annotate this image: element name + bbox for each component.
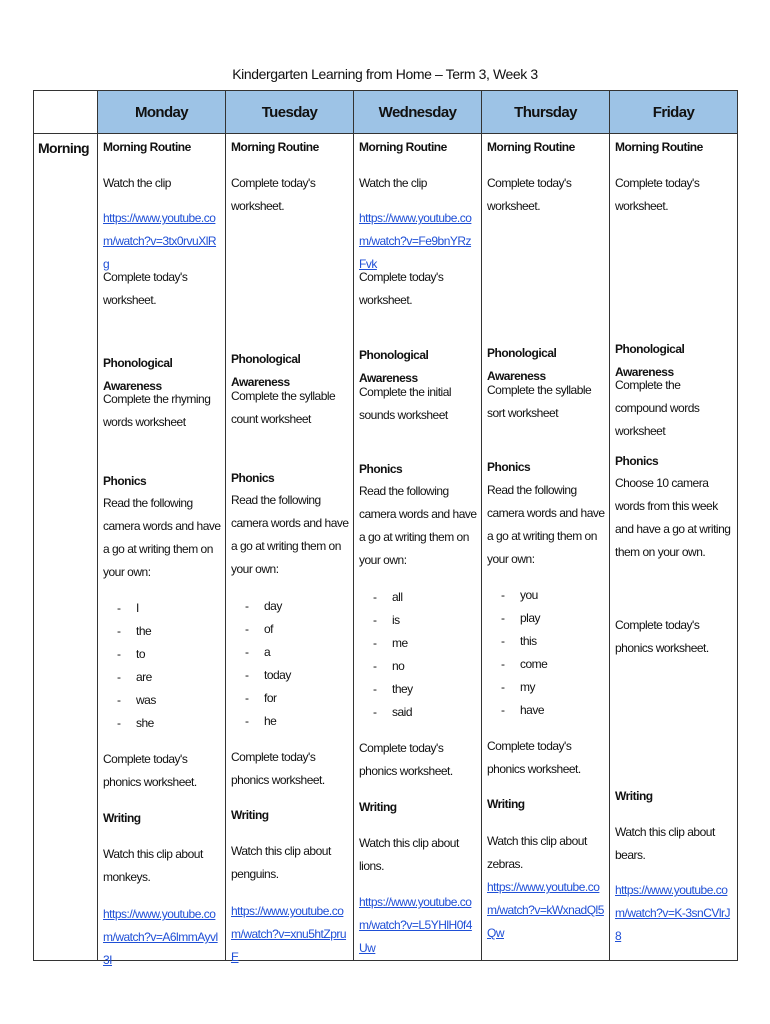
phonics-heading: Phonics	[615, 454, 659, 468]
writing-heading: Writing	[231, 808, 269, 822]
list-item: - he	[231, 710, 349, 733]
routine-heading: Morning Routine	[487, 140, 575, 154]
list-item: - is	[359, 609, 477, 632]
writing-link[interactable]: https://www.youtube.com/watch?v=L5YHlH0f4Uw	[359, 895, 472, 955]
list-item: - are	[103, 666, 221, 689]
list-item: - I	[103, 597, 221, 620]
camera-word-list	[487, 584, 605, 722]
phonics-heading: Phonics	[487, 460, 531, 474]
routine-extra: Complete today's worksheet.	[359, 270, 444, 307]
header-wednesday: Wednesday	[354, 91, 482, 134]
list-item: - come	[487, 653, 605, 676]
list-item: - have	[487, 699, 605, 722]
day-cell-thursday	[482, 134, 610, 961]
routine-link[interactable]: https://www.youtube.com/watch?v=Fe9bnYRzFvk	[359, 211, 472, 271]
camera-word-list	[103, 597, 221, 735]
writing-heading: Writing	[359, 800, 397, 814]
phonological-text: Complete the initial sounds worksheet	[359, 385, 452, 422]
camera-word-list	[359, 586, 477, 724]
list-item: - to	[103, 643, 221, 666]
list-item: - a	[231, 641, 349, 664]
day-cell-wednesday	[354, 134, 482, 961]
list-item: - this	[487, 630, 605, 653]
writing-link[interactable]: https://www.youtube.com/watch?v=kWxnadQl5Qw	[487, 880, 604, 940]
phonological-heading: Phonological Awareness	[103, 356, 173, 393]
page-title: Kindergarten Learning from Home – Term 3, Week 3	[232, 66, 538, 82]
writing-text: Watch this clip about bears.	[615, 825, 715, 862]
routine-text: Watch the clip	[103, 176, 171, 190]
header-thursday: Thursday	[482, 91, 610, 134]
phonological-text: Complete the syllable sort worksheet	[487, 383, 592, 420]
routine-text: Complete today's worksheet.	[615, 176, 700, 213]
list-item: - me	[359, 632, 477, 655]
routine-heading: Morning Routine	[615, 140, 703, 154]
list-item: - day	[231, 595, 349, 618]
camera-word-list	[231, 595, 349, 733]
phonological-heading: Phonological Awareness	[359, 348, 429, 385]
writing-heading: Writing	[103, 811, 141, 825]
phonics-extra: Complete today's phonics worksheet.	[103, 752, 197, 789]
routine-heading: Morning Routine	[231, 140, 319, 154]
header-tuesday: Tuesday	[226, 91, 354, 134]
list-item: - no	[359, 655, 477, 678]
header-row	[34, 91, 738, 134]
routine-heading: Morning Routine	[359, 140, 447, 154]
list-item: - for	[231, 687, 349, 710]
writing-heading: Writing	[615, 789, 653, 803]
list-item: - she	[103, 712, 221, 735]
list-item: - all	[359, 586, 477, 609]
phonics-text: Choose 10 camera words from this week and have a go at writing them on your own.	[615, 476, 731, 559]
routine-text: Complete today's worksheet.	[231, 176, 316, 213]
writing-text: Watch this clip about lions.	[359, 836, 459, 873]
list-item: - my	[487, 676, 605, 699]
writing-link[interactable]: https://www.youtube.com/watch?v=K-3snCVlrJ8	[615, 883, 731, 943]
list-item: - they	[359, 678, 477, 701]
list-item: - of	[231, 618, 349, 641]
routine-extra: Complete today's worksheet.	[103, 270, 188, 307]
row-label-morning: Morning	[34, 134, 98, 961]
list-item: - the	[103, 620, 221, 643]
phonics-extra: Complete today's phonics worksheet.	[231, 750, 325, 787]
list-item: - said	[359, 701, 477, 724]
phonological-heading: Phonological Awareness	[487, 346, 557, 383]
list-item: - was	[103, 689, 221, 712]
phonics-text: Read the following camera words and have a go at writing them on your own:	[231, 493, 349, 576]
header-friday: Friday	[610, 91, 738, 134]
phonics-heading: Phonics	[359, 462, 403, 476]
list-item: - you	[487, 584, 605, 607]
writing-text: Watch this clip about monkeys.	[103, 847, 203, 884]
corner-cell	[34, 91, 98, 134]
list-item: - play	[487, 607, 605, 630]
day-cell-tuesday	[226, 134, 354, 964]
phonics-extra: Complete today's phonics worksheet.	[615, 618, 709, 655]
phonological-text: Complete the compound words worksheet	[615, 378, 700, 438]
routine-link[interactable]: https://www.youtube.com/watch?v=3tx0rvuXlRg	[103, 211, 217, 271]
routine-text: Complete today's worksheet.	[487, 176, 572, 213]
weekly-schedule-table	[33, 90, 738, 967]
phonics-heading: Phonics	[231, 471, 275, 485]
morning-row	[34, 134, 738, 961]
phonics-extra: Complete today's phonics worksheet.	[359, 741, 453, 778]
phonics-heading: Phonics	[103, 474, 147, 488]
writing-text: Watch this clip about zebras.	[487, 834, 587, 871]
list-item: - today	[231, 664, 349, 687]
writing-link[interactable]: https://www.youtube.com/watch?v=xnu5htZpruE	[231, 904, 347, 964]
routine-text: Watch the clip	[359, 176, 427, 190]
phonological-heading: Phonological Awareness	[615, 342, 685, 379]
phonological-heading: Phonological Awareness	[231, 352, 301, 389]
phonics-text: Read the following camera words and have a go at writing them on your own:	[487, 483, 605, 566]
phonics-text: Read the following camera words and have a go at writing them on your own:	[359, 484, 477, 567]
phonics-extra: Complete today's phonics worksheet.	[487, 739, 581, 776]
header-monday: Monday	[98, 91, 226, 134]
day-cell-friday	[610, 134, 738, 961]
phonological-text: Complete the syllable count worksheet	[231, 389, 336, 426]
writing-link[interactable]: https://www.youtube.com/watch?v=A6lmmAyvl3I	[103, 907, 218, 967]
day-cell-monday	[98, 134, 226, 967]
phonics-text: Read the following camera words and have a go at writing them on your own:	[103, 496, 221, 579]
routine-heading: Morning Routine	[103, 140, 191, 154]
writing-heading: Writing	[487, 797, 525, 811]
phonological-text: Complete the rhyming words worksheet	[103, 392, 211, 429]
writing-text: Watch this clip about penguins.	[231, 844, 331, 881]
